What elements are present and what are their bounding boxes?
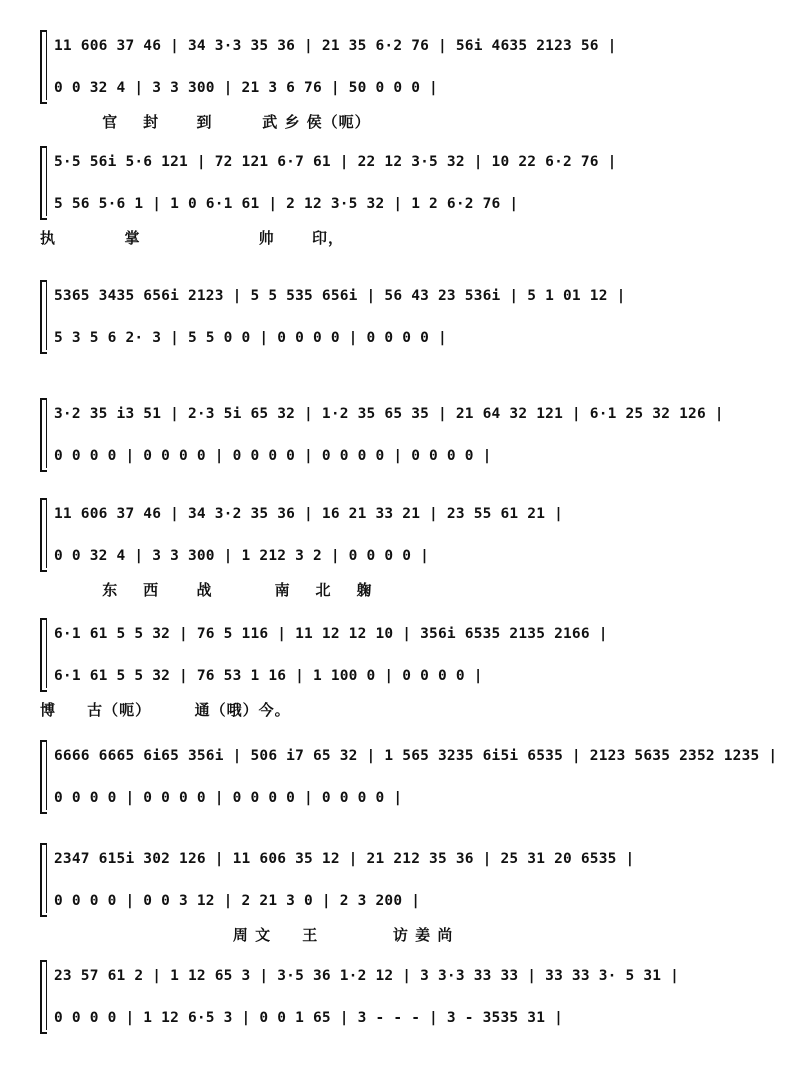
upper-staff [54, 148, 770, 176]
system-brace [40, 843, 47, 917]
upper-staff [54, 620, 770, 648]
lower-staff [54, 784, 770, 812]
lower-staff-notes: 0 0 32 4 | 3 3 300 | 21 3 6 76 | 50 0 0 0 | [54, 80, 438, 96]
score-system [40, 843, 770, 955]
lower-staff-notes: 0 0 0 0 | 0 0 3 12 | 2 21 3 0 | 2 3 200 | [54, 893, 421, 909]
score-system [40, 146, 770, 258]
upper-staff-notes: 3·2 35 i3 51 | 2·3 5i 65 32 | 1·2 35 65 35 | 21 64 32 121 | 6·1 25 32 126 | [54, 406, 724, 422]
upper-staff-notes: 23 57 61 2 | 1 12 65 3 | 3·5 36 1·2 12 | 3 3·3 33 33 | 33 33 3· 5 31 | [54, 968, 680, 984]
upper-staff-notes: 5365 3435 656i 2123 | 5 5 535 656i | 56 43 23 536i | 5 1 01 12 | [54, 288, 626, 304]
upper-staff-notes: 11 606 37 46 | 34 3·3 35 36 | 21 35 6·2 76 | 56i 4635 2123 56 | [54, 38, 617, 54]
lyrics-line: 东 西 战 南 北 躹 [40, 581, 373, 599]
upper-staff [54, 742, 778, 770]
lower-staff [54, 887, 770, 915]
lower-staff-notes: 5 56 5·6 1 | 1 0 6·1 61 | 2 12 3·5 32 | 1 2 6·2 76 | [54, 196, 519, 212]
lower-staff [54, 662, 770, 690]
score-system [40, 30, 770, 142]
upper-staff-notes: 5·5 56i 5·6 121 | 72 121 6·7 61 | 22 12 3·5 32 | 10 22 6·2 76 | [54, 154, 617, 170]
lower-staff [54, 442, 770, 470]
lyrics-line: 官 封 到 武 乡 侯（呃） [40, 113, 371, 131]
system-brace [40, 30, 47, 104]
upper-staff-notes: 6·1 61 5 5 32 | 76 5 116 | 11 12 12 10 | 356i 6535 2135 2166 | [54, 626, 608, 642]
lyrics-line: 执 掌 帅 印， [40, 229, 344, 247]
lower-staff [54, 190, 770, 218]
lower-staff-notes: 6·1 61 5 5 32 | 76 53 1 16 | 1 100 0 | 0 0 0 0 | [54, 668, 483, 684]
lower-staff-notes: 0 0 0 0 | 0 0 0 0 | 0 0 0 0 | 0 0 0 0 | [54, 790, 403, 806]
score-system [40, 280, 770, 392]
lower-staff [54, 542, 770, 570]
upper-staff [54, 400, 770, 428]
upper-staff [54, 32, 770, 60]
score-system [40, 498, 770, 610]
upper-staff [54, 962, 770, 990]
upper-staff-notes: 6666 6665 6i65 356i | 506 i7 65 32 | 1 565 3235 6i5i 6535 | 2123 5635 2352 1235 | [54, 748, 778, 764]
system-brace [40, 960, 47, 1034]
lower-staff-notes: 5 3 5 6 2· 3 | 5 5 0 0 | 0 0 0 0 | 0 0 0 0 | [54, 330, 447, 346]
lyrics-line: 周 文 王 访 姜 尚 [40, 926, 454, 944]
upper-staff-notes: 2347 615i 302 126 | 11 606 35 12 | 21 212 35 36 | 25 31 20 6535 | [54, 851, 635, 867]
lower-staff-notes: 0 0 0 0 | 0 0 0 0 | 0 0 0 0 | 0 0 0 0 | 0 0 0 0 | [54, 448, 492, 464]
upper-staff-notes: 11 606 37 46 | 34 3·2 35 36 | 16 21 33 21 | 23 55 61 21 | [54, 506, 563, 522]
lower-staff-notes: 0 0 0 0 | 1 12 6·5 3 | 0 0 1 65 | 3 - - - | 3 - 3535 31 | [54, 1010, 563, 1026]
score-system [40, 740, 778, 852]
lower-staff-notes: 0 0 32 4 | 3 3 300 | 1 212 3 2 | 0 0 0 0 | [54, 548, 430, 564]
system-brace [40, 618, 47, 692]
score-system [40, 618, 770, 730]
upper-staff [54, 500, 770, 528]
score-system [40, 960, 770, 1072]
lower-staff [54, 324, 770, 352]
lyrics-line: 博 古（呃） 通（哦）今。 [40, 701, 291, 719]
upper-staff [54, 845, 770, 873]
system-brace [40, 498, 47, 572]
lower-staff [54, 1004, 770, 1032]
system-brace [40, 398, 47, 472]
score-system [40, 398, 770, 510]
system-brace [40, 280, 47, 354]
system-brace [40, 146, 47, 220]
system-brace [40, 740, 47, 814]
lower-staff [54, 74, 770, 102]
upper-staff [54, 282, 770, 310]
